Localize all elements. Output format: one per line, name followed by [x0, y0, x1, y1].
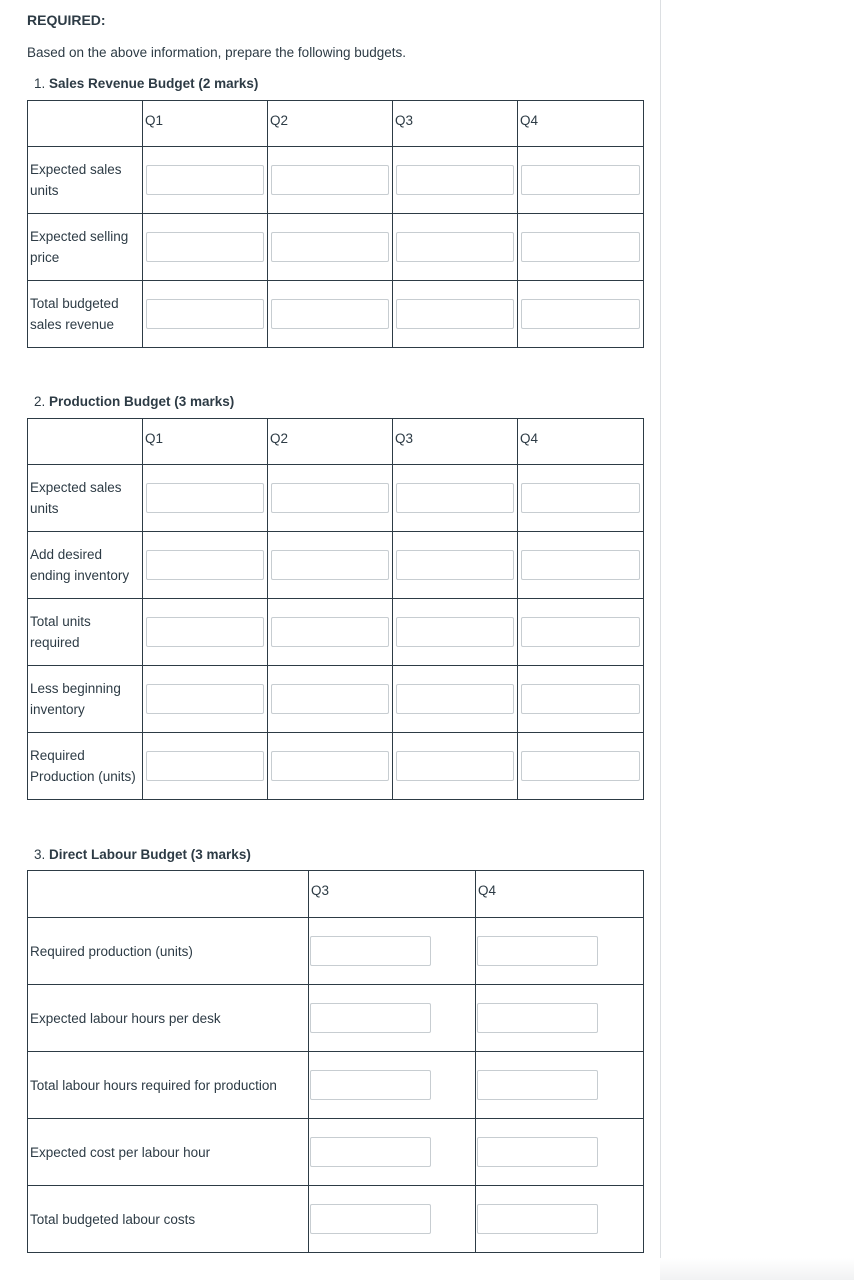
input-cell: [393, 599, 518, 666]
table-row: [28, 214, 644, 281]
input-cell: [518, 214, 644, 281]
row-label: Total budgeted sales revenue: [28, 281, 143, 348]
input-cell: [143, 281, 268, 348]
direct-labour-budget-table: [27, 870, 644, 1253]
row-label: Expected labour hours per desk: [28, 985, 309, 1052]
input-cell: [309, 1119, 476, 1186]
sales-revenue-budget-table: [27, 100, 644, 348]
section-2-number: 2.: [34, 394, 46, 409]
answer-input-q2[interactable]: [271, 751, 389, 781]
input-cell: [518, 281, 644, 348]
table-row: [28, 1119, 644, 1186]
input-cell: [393, 281, 518, 348]
input-cell: [143, 733, 268, 800]
section-1-title: [34, 76, 258, 91]
input-cell: [268, 214, 393, 281]
input-cell: [143, 147, 268, 214]
input-cell: [518, 532, 644, 599]
answer-input-q2[interactable]: [271, 232, 389, 262]
column-header-q4: Q4: [518, 101, 644, 147]
answer-input-q2[interactable]: [271, 550, 389, 580]
section-3-title-text: Direct Labour Budget (3 marks): [49, 847, 251, 862]
answer-input-q2[interactable]: [271, 483, 389, 513]
answer-input-q4[interactable]: [521, 751, 640, 781]
answer-input-q1[interactable]: [146, 751, 264, 781]
section-2-title-text: Production Budget (3 marks): [49, 394, 235, 409]
answer-input-q3[interactable]: [310, 936, 431, 966]
row-label: Expected sales units: [28, 147, 143, 214]
input-cell: [268, 666, 393, 733]
input-cell: [143, 666, 268, 733]
column-header-q3: Q3: [309, 871, 476, 918]
column-header-q2: Q2: [268, 419, 393, 465]
answer-input-q4[interactable]: [521, 232, 640, 262]
table-row: [28, 147, 644, 214]
answer-input-q4[interactable]: [521, 165, 640, 195]
answer-input-q4[interactable]: [521, 483, 640, 513]
input-cell: [476, 1186, 644, 1253]
answer-input-q3[interactable]: [310, 1070, 431, 1100]
table-row: [28, 1186, 644, 1253]
section-2-title: [34, 394, 234, 409]
answer-input-q3[interactable]: [396, 299, 514, 329]
answer-input-q1[interactable]: [146, 483, 264, 513]
section-1-number: 1.: [34, 76, 46, 91]
answer-input-q3[interactable]: [310, 1204, 431, 1234]
content-divider: [660, 0, 661, 1280]
row-label: Total labour hours required for production: [28, 1052, 309, 1119]
answer-input-q1[interactable]: [146, 299, 264, 329]
input-cell: [518, 465, 644, 532]
table-header-row: [28, 871, 644, 918]
required-heading: REQUIRED:: [27, 12, 106, 28]
input-cell: [518, 147, 644, 214]
answer-input-q4[interactable]: [521, 299, 640, 329]
answer-input-q2[interactable]: [271, 299, 389, 329]
answer-input-q3[interactable]: [310, 1003, 431, 1033]
answer-input-q3[interactable]: [396, 751, 514, 781]
input-cell: [268, 532, 393, 599]
row-label: Required Production (units): [28, 733, 143, 800]
input-cell: [143, 465, 268, 532]
production-budget-table: [27, 418, 644, 800]
input-cell: [268, 599, 393, 666]
input-cell: [268, 465, 393, 532]
table-row: [28, 1052, 644, 1119]
table-row: [28, 733, 644, 800]
table-header-row: [28, 101, 644, 147]
input-cell: [309, 918, 476, 985]
answer-input-q4[interactable]: [477, 1204, 598, 1234]
input-cell: [268, 281, 393, 348]
corner-cell: [28, 419, 143, 465]
answer-input-q3[interactable]: [310, 1137, 431, 1167]
input-cell: [143, 599, 268, 666]
input-cell: [476, 1052, 644, 1119]
input-cell: [393, 733, 518, 800]
input-cell: [309, 1052, 476, 1119]
input-cell: [309, 985, 476, 1052]
input-cell: [518, 733, 644, 800]
row-label: Total budgeted labour costs: [28, 1186, 309, 1253]
column-header-q3: Q3: [393, 101, 518, 147]
answer-input-q3[interactable]: [396, 550, 514, 580]
row-label: Required production (units): [28, 918, 309, 985]
answer-input-q3[interactable]: [396, 617, 514, 647]
table-row: [28, 599, 644, 666]
row-label: Expected sales units: [28, 465, 143, 532]
corner-cell: [28, 101, 143, 147]
answer-input-q4[interactable]: [477, 936, 598, 966]
answer-input-q1[interactable]: [146, 617, 264, 647]
table-row: [28, 666, 644, 733]
input-cell: [393, 666, 518, 733]
answer-input-q4[interactable]: [477, 1137, 598, 1167]
input-cell: [393, 465, 518, 532]
input-cell: [393, 214, 518, 281]
input-cell: [393, 532, 518, 599]
table-row: [28, 532, 644, 599]
input-cell: [393, 147, 518, 214]
row-label: Expected selling price: [28, 214, 143, 281]
answer-input-q3[interactable]: [396, 483, 514, 513]
answer-input-q4[interactable]: [521, 617, 640, 647]
input-cell: [268, 733, 393, 800]
input-cell: [309, 1186, 476, 1253]
input-cell: [476, 918, 644, 985]
answer-input-q1[interactable]: [146, 684, 264, 714]
input-cell: [518, 666, 644, 733]
section-1-title-text: Sales Revenue Budget (2 marks): [49, 76, 259, 91]
answer-input-q1[interactable]: [146, 165, 264, 195]
answer-input-q2[interactable]: [271, 684, 389, 714]
input-cell: [476, 985, 644, 1052]
table-header-row: [28, 419, 644, 465]
answer-input-q3[interactable]: [396, 684, 514, 714]
answer-input-q3[interactable]: [396, 165, 514, 195]
scroll-fade: [660, 1258, 854, 1280]
answer-input-q1[interactable]: [146, 550, 264, 580]
answer-input-q4[interactable]: [521, 550, 640, 580]
column-header-q1: Q1: [143, 101, 268, 147]
answer-input-q4[interactable]: [521, 684, 640, 714]
instructions-text: Based on the above information, prepare the following budgets.: [27, 45, 407, 60]
column-header-q1: Q1: [143, 419, 268, 465]
answer-input-q2[interactable]: [271, 165, 389, 195]
table-row: [28, 985, 644, 1052]
answer-input-q3[interactable]: [396, 232, 514, 262]
section-3-title: [34, 847, 251, 862]
row-label: Less beginning inventory: [28, 666, 143, 733]
answer-input-q1[interactable]: [146, 232, 264, 262]
table-row: [28, 918, 644, 985]
input-cell: [518, 599, 644, 666]
column-header-q2: Q2: [268, 101, 393, 147]
column-header-q3: Q3: [393, 419, 518, 465]
input-cell: [268, 147, 393, 214]
row-label: Add desired ending inventory: [28, 532, 143, 599]
column-header-q4: Q4: [518, 419, 644, 465]
answer-input-q2[interactable]: [271, 617, 389, 647]
input-cell: [143, 532, 268, 599]
table-row: [28, 281, 644, 348]
corner-cell: [28, 871, 309, 918]
input-cell: [476, 1119, 644, 1186]
answer-input-q4[interactable]: [477, 1003, 598, 1033]
row-label: Expected cost per labour hour: [28, 1119, 309, 1186]
table-row: [28, 465, 644, 532]
input-cell: [143, 214, 268, 281]
row-label: Total units required: [28, 599, 143, 666]
column-header-q4: Q4: [476, 871, 644, 918]
answer-input-q4[interactable]: [477, 1070, 598, 1100]
section-3-number: 3.: [34, 847, 46, 862]
